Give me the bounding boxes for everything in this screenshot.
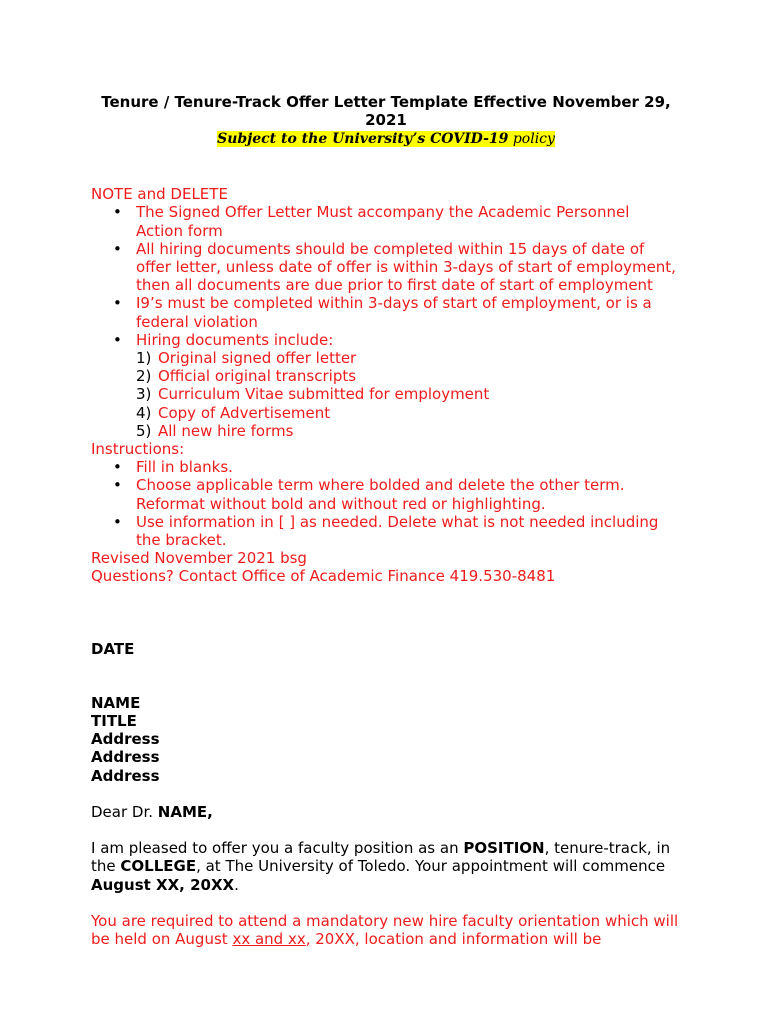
document-page	[91, 93, 681, 948]
instruction-bullet: • Choose applicable term where bolded and delete the other term. Reformat without bold and without red or highlighting.	[91, 476, 681, 512]
note-bullet: • All hiring documents should be completed within 15 days of date of offer letter, unless date of offer is within 3-days of start of employment, then all documents are due prior to first date of start of employment	[91, 240, 681, 295]
recipient-address: Address	[91, 748, 160, 767]
instruction-bullet: • Use information in [ ] as needed. Delete what is not needed including the bracket.	[91, 513, 681, 549]
covid-policy-note	[217, 131, 555, 147]
questions-contact: Questions? Contact Office of Academic Finance 419.530-8481	[91, 567, 556, 586]
orientation-dates-field: xx and xx	[232, 929, 306, 948]
recipient-address: Address	[91, 766, 160, 785]
salutation-prefix: Dear Dr.	[91, 802, 158, 821]
list-number: 1)	[136, 349, 152, 368]
letter-date	[91, 640, 681, 658]
list-number: 4)	[136, 403, 152, 422]
date-field: DATE	[91, 639, 135, 658]
text-run: .	[234, 875, 239, 894]
position-field: POSITION	[463, 839, 545, 858]
list-text: Official original transcripts	[158, 367, 357, 386]
hiring-documents-list	[91, 349, 681, 440]
note-bullet: • I9’s must be completed within 3-days of start of employment, or is a federal violation	[91, 294, 681, 330]
list-text: Original signed offer letter	[158, 349, 357, 368]
notes-heading: NOTE and DELETE	[91, 185, 228, 204]
text-run: , at The University of Toledo. Your appointment will commence	[196, 857, 666, 876]
instruction-bullet: • Fill in blanks.	[91, 458, 681, 476]
recipient-name: NAME	[91, 693, 141, 712]
list-number: 5)	[136, 421, 152, 440]
revised-note: Revised November 2021 bsg	[91, 549, 307, 568]
instructions-heading: Instructions:	[91, 440, 185, 459]
recipient-title: TITLE	[91, 712, 137, 731]
covid-policy-rest: policy	[508, 131, 555, 147]
document-title: Tenure / Tenure-Track Offer Letter Template Effective November 29, 2021	[101, 93, 671, 129]
list-item	[91, 422, 681, 440]
list-item	[91, 367, 681, 385]
covid-policy-bold: Subject to the University’s COVID-19	[217, 131, 509, 147]
list-item	[91, 404, 681, 422]
note-bullet: • The Signed Offer Letter Must accompany the Academic Personnel Action form	[91, 203, 681, 239]
notes-bullet-list	[91, 203, 681, 349]
text-run: , tenure-track, in the	[91, 839, 671, 876]
list-text: All new hire forms	[158, 421, 294, 440]
list-number: 3)	[136, 385, 152, 404]
list-number: 2)	[136, 367, 152, 386]
instructions-list	[91, 458, 681, 549]
text-run: , 20XX, location and information will be	[305, 929, 602, 948]
offer-paragraph	[91, 839, 681, 894]
list-item	[91, 385, 681, 403]
notes-section	[91, 185, 681, 585]
college-field: COLLEGE	[120, 857, 197, 876]
document-subtitle	[91, 129, 681, 148]
list-text: Copy of Advertisement	[158, 403, 331, 422]
text-run: You are required to attend a mandatory new hire faculty orientation which will be held on August	[91, 911, 679, 948]
recipient-address: Address	[91, 730, 160, 749]
note-bullet: • Hiring documents include:	[91, 331, 681, 349]
orientation-paragraph	[91, 912, 681, 948]
list-item	[91, 349, 681, 367]
text-run: I am pleased to offer you a faculty position as an	[91, 839, 464, 858]
list-text: Curriculum Vitae submitted for employment	[158, 385, 490, 404]
start-date-field: August XX, 20XX	[91, 875, 235, 894]
recipient-block	[91, 694, 681, 785]
salutation-name: NAME,	[157, 802, 213, 821]
salutation	[91, 803, 681, 821]
